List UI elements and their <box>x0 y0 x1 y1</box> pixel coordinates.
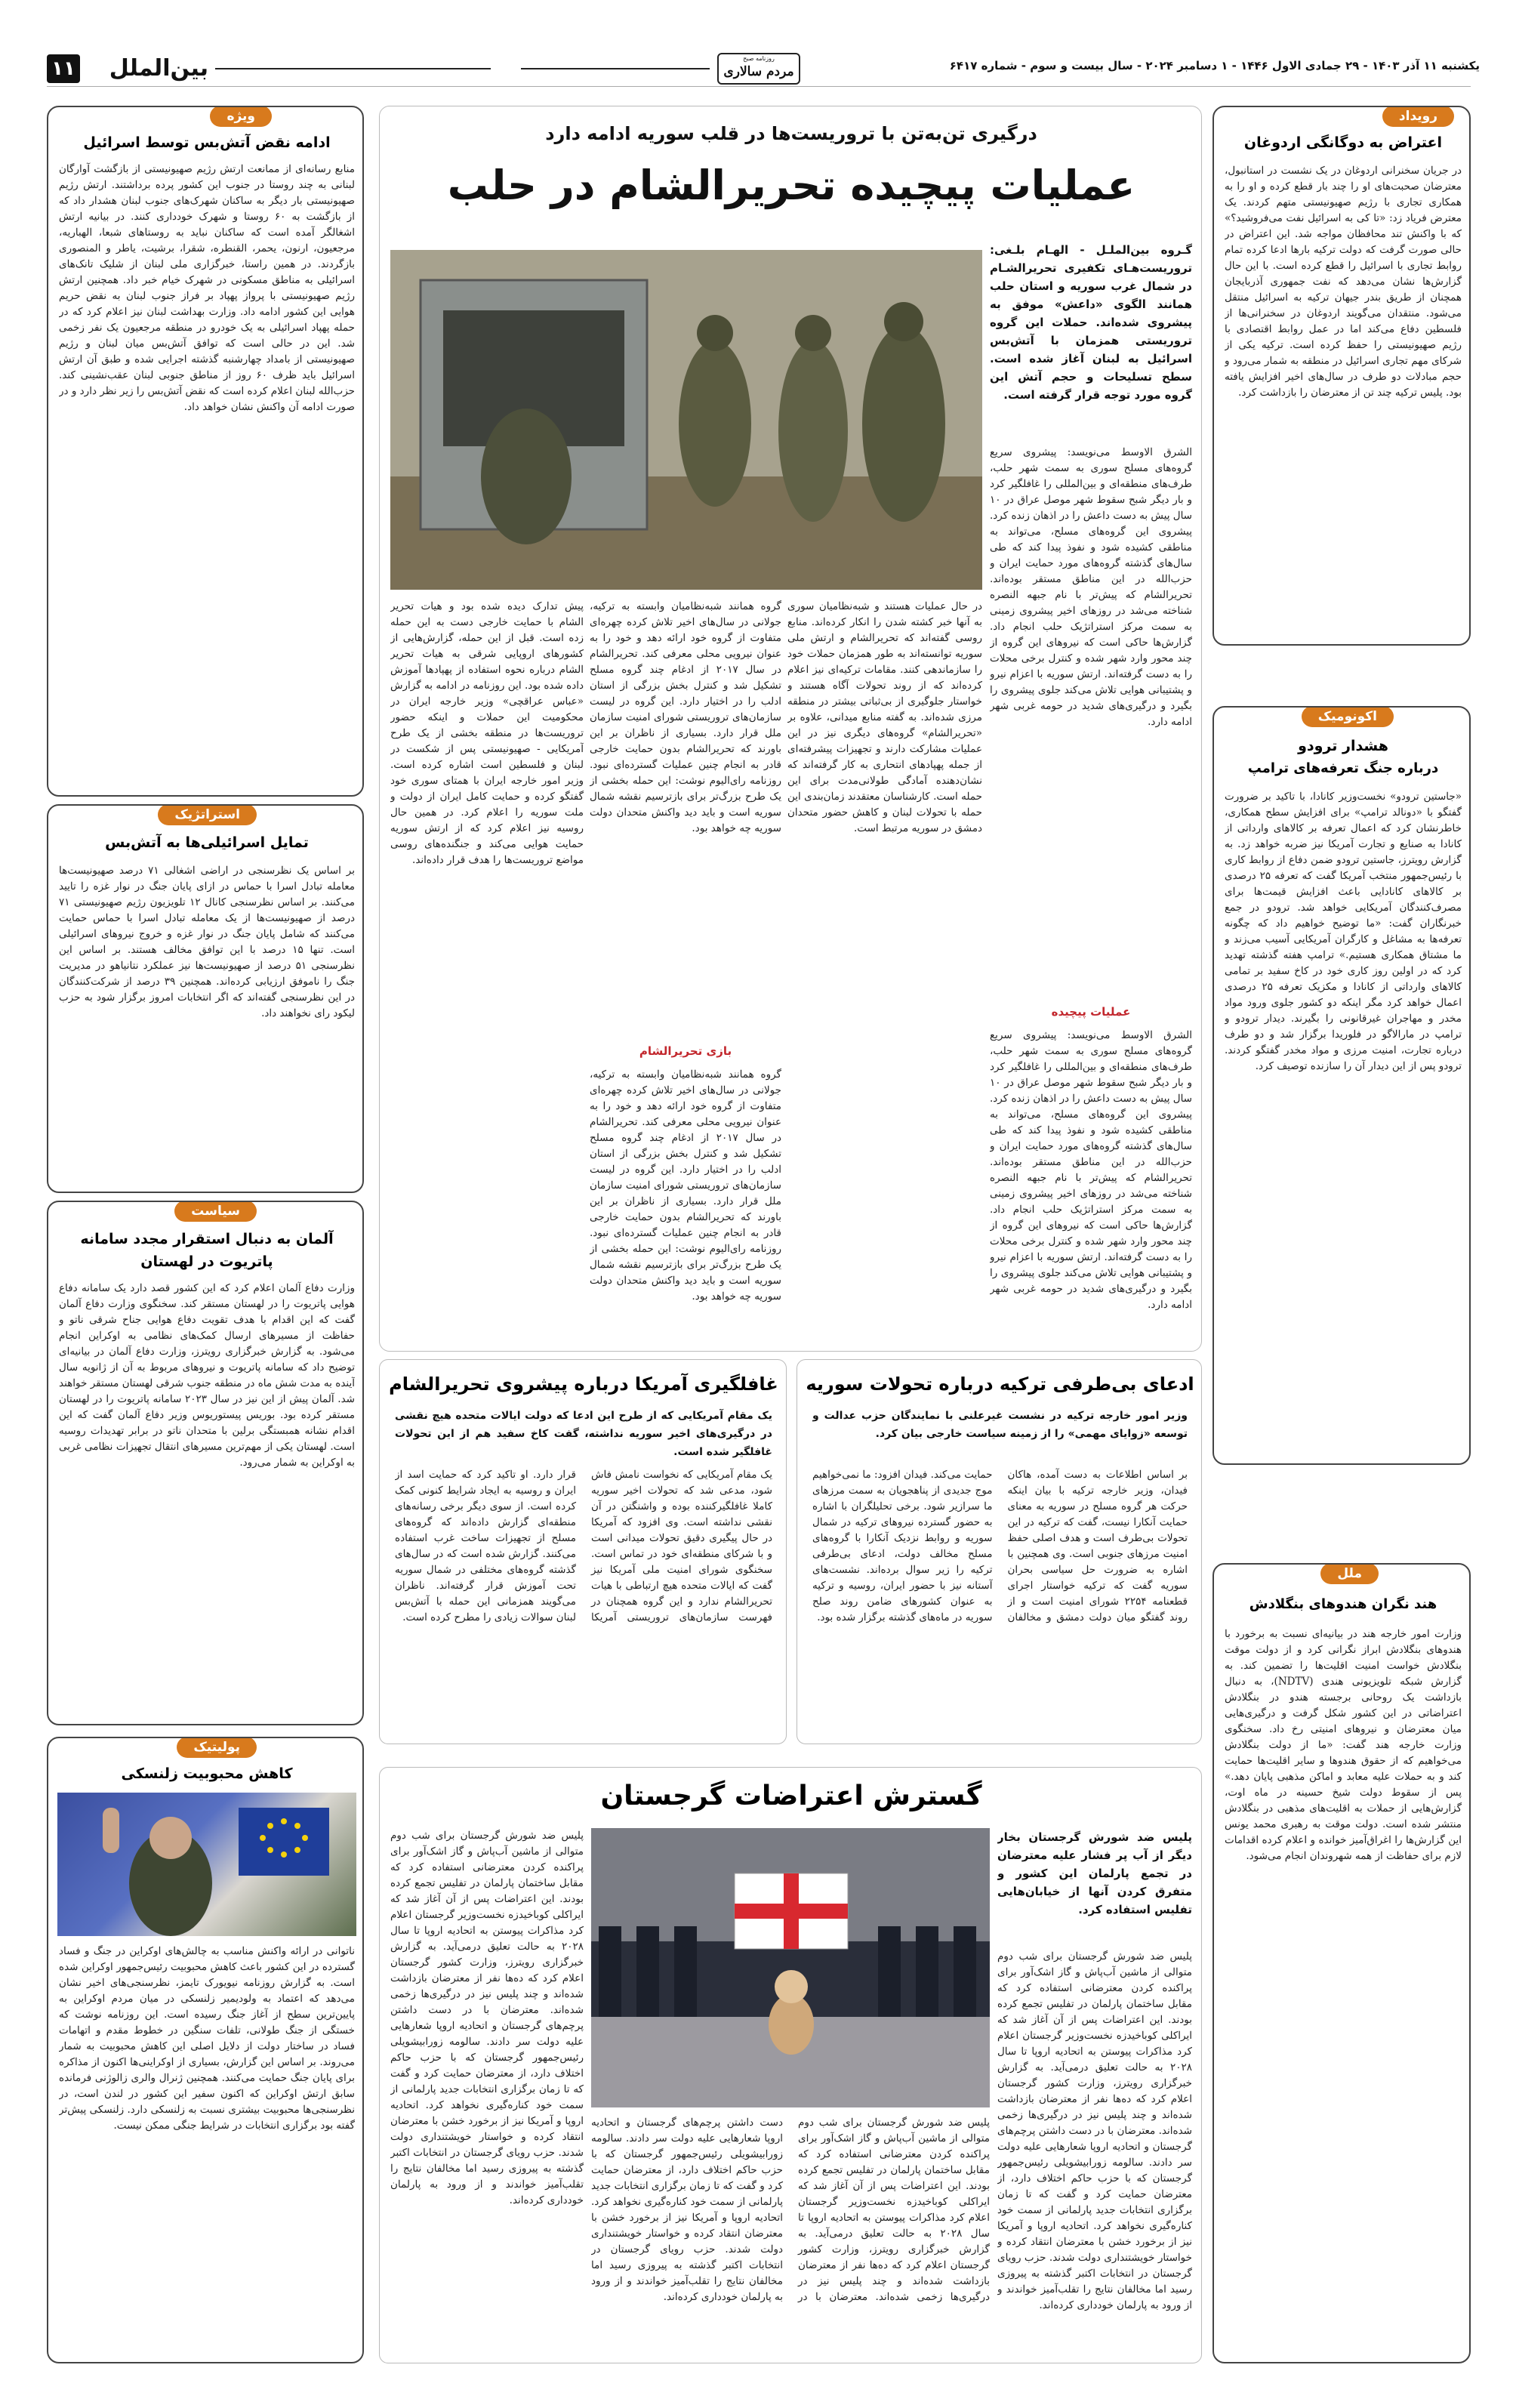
main-supertitle: درگیری تن‌به‌تن با تروریست‌ها در قلب سوریه ادامه دارد <box>545 123 1037 144</box>
zelensky-photo <box>57 1793 356 1936</box>
main-column-4: پیش تدارک دیده شده بود و هیات تحریر الشام با حمایت خارجی دست به این حمله زده است. قبل از این حمله، گزارش‌هایی از کشورهای اروپایی شرقی به هیات تحریر الشام درباره نحوه استفاده از پهپادها آموزش داده شده بود. این روزنامه در ادامه به گزارش «عباس عراقچی» وزیر خارجه ایران در محکومیت این حملات و اینکه حضور تروریست‌ها در منطقه بخشی از یک طرح آمریکایی - صهیونیستی پس از شکست در لبنان و فلسطین است اشاره کرده است. وزیر امور خارجه ایران با همتای سوری خود گفتگو کرده و حمایت کامل ایران از دولت و ملت سوریه را اعلام کرد. در همین حال روسیه نیز اعلام کرد که از ارتش سوریه حمایت هوایی می‌کند و جنگنده‌های روسی مواضع تروریست‌ها را هدف قرار داده‌اند. <box>390 600 584 866</box>
eu-flag-icon <box>57 1793 356 1936</box>
article-body-center: پلیس ضد شورش گرجستان برای شب دوم متوالی از ماشین آب‌پاش و گاز اشک‌آور برای پراکنده کردن معترضانی استفاده کرد که مقابل ساختمان پارلمان در تفلیس تجمع کرده بودند. این اعتراضات پس از آن آغاز شد که ایراکلی کوباخیدزه نخست‌وزیر گرجستان اعلام کرد مذاکرات پیوستن به اتحادیه اروپا تا سال ۲۰۲۸ به حالت تعلیق درمی‌آید. به گزارش خبرگزاری رویترز، وزارت کشور گرجستان اعلام کرد که ده‌ها نفر از معترضان بازداشت شده‌اند و چند پلیس نیز در درگیری‌ها زخمی شده‌اند. معترضان با در دست داشتن پرچم‌های گرجستان و اتحادیه اروپا شعارهایی علیه دولت سر دادند. سالومه زورابیشویلی رئیس‌جمهور گرجستان که با حزب حاکم اختلاف دارد، از معترضان حمایت کرد و گفت که تا زمان برگزاری انتخابات جدید پارلمانی از سمت خود کناره‌گیری نخواهد کرد. اتحادیه اروپا و آمریکا نیز از برخورد خشن با معترضان انتقاد کرده و خواستار خویشتنداری دولت شدند. حزب رویای گرجستان در انتخابات اکتبر گذشته به پیروزی رسید اما مخالفان نتایج را تقلب‌آمیز خواندند و از ورود به پارلمان خودداری کرده‌اند. <box>591 2117 990 2303</box>
box-body: وزارت دفاع آلمان اعلام کرد که این کشور قصد دارد یک سامانه دفاع هوایی پاتریوت را در لهستان مستقر کند. سخنگوی وزارت دفاع آلمان گفت که این اقدام با هدف تقویت دفاع هوایی جناح شرقی ناتو و حفاظت از مسیرهای ارسال کمک‌های نظامی به اوکراین انجام می‌شود. به گزارش خبرگزاری رویترز، وزارت دفاع آلمان در بیانیه‌ای توضیح داد که سامانه پاتریوت و نیروهای مربوط به آن از ژانویه سال آینده به مدت شش ماه در منطقه جنوب شرقی لهستان مستقر خواهند شد. آلمان پیش از این نیز در سال ۲۰۲۳ سامانه پاتریوت را در لهستان مستقر کرده بود. بوریس پیستوریوس وزیر دفاع آلمان گفت که این اقدام نشانه همبستگی برلین با متحدان ناتو در برابر تهدیدات روسیه است. لهستان یکی از مهم‌ترین مسیرهای انتقال تجهیزات نظامی غربی به اوکراین به شمار می‌رود. <box>59 1282 355 1469</box>
box-subtitle: درباره جنگ تعرفه‌های ترامپ <box>1247 760 1439 776</box>
article-body-right: پلیس ضد شورش گرجستان برای شب دوم متوالی از ماشین آب‌پاش و گاز اشک‌آور برای پراکنده کردن معترضانی استفاده کرد که مقابل ساختمان پارلمان در تفلیس تجمع کرده بودند. این اعتراضات پس از آن آغاز شد که ایراکلی کوباخیدزه نخست‌وزیر گرجستان اعلام کرد مذاکرات پیوستن به اتحادیه اروپا تا سال ۲۰۲۸ به حالت تعلیق درمی‌آید. به گزارش خبرگزاری رویترز، وزارت کشور گرجستان اعلام کرد که ده‌ها نفر از معترضان بازداشت شده‌اند و چند پلیس نیز در درگیری‌ها زخمی شده‌اند. معترضان با در دست داشتن پرچم‌های گرجستان و اتحادیه اروپا شعارهایی علیه دولت سر دادند. سالومه زورابیشویلی رئیس‌جمهور گرجستان که با حزب حاکم اختلاف دارد، از معترضان حمایت کرد و گفت که تا زمان برگزاری انتخابات جدید پارلمانی از سمت خود کناره‌گیری نخواهد کرد. اتحادیه اروپا و آمریکا نیز از برخورد خشن با معترضان انتقاد کرده و خواستار خویشتنداری دولت شدند. حزب رویای گرجستان در انتخابات اکتبر گذشته به پیروزی رسید اما مخالفان نتایج را تقلب‌آمیز خواندند و از ورود به پارلمان خودداری کرده‌اند. <box>997 1950 1192 2311</box>
georgia-protest-photo <box>591 1828 990 2107</box>
main-column-1: الشرق الاوسط می‌نویسد: پیشروی سریع گروه‌های مسلح سوری به سمت شهر حلب، طرف‌های منطقه‌ای و بین‌المللی را غافلگیر کرد و بار دیگر شبح سقوط شهر موصل عراق در ۱۰ سال پیش به دست داعش را در اذهان زنده کرد. پیشروی این گروه‌های مسلح، می‌تواند به مناطقی کشیده شود و نفوذ پیدا کند که طی سال‌های گذشته گروه‌های مورد حمایت ایران و حزب‌الله در این مناطق مستقر بوده‌اند. تحریرالشام که پیش‌تر با نام جبهه النصره شناخته می‌شد در روزهای اخیر پیشروی زمینی به سمت مرکز استراتژیک حلب انجام داد. گزارش‌ها حاکی است که نیروهای این گروه از چند محور وارد شهر شده و کنترل برخی محلات را به دست گرفته‌اند. ارتش سوریه با اعزام نیرو و پشتیبانی هوایی تلاش می‌کند جلوی پیشروی را بگیرد و درگیری‌های شدید در حومه غربی شهر ادامه دارد. <box>990 446 1192 728</box>
box-tag: ملل <box>1320 1563 1379 1584</box>
article-georgia <box>379 1767 1202 2363</box>
box-title: هشدار ترودو <box>1298 738 1388 754</box>
main-story <box>379 106 1202 1352</box>
article-lede: پلیس ضد شورش گرجستان بخار دیگر از آب پر فشار علیه معترضان در تجمع پارلمان این کشور و متفرق کردن آنها از خیابان‌هایی تفلیس استفاده کرد. <box>997 1830 1192 1916</box>
page-number: ۱۱ <box>51 57 75 80</box>
sidebar-box-patriot <box>47 1201 364 1725</box>
box-body: ناتوانی در ارائه واکنش مناسب به چالش‌های اوکراین در جنگ و فساد گسترده در این کشور باعث کاهش محبوبیت رئیس‌جمهور اوکراین شده است. به گزارش روزنامه نیویورک تایمز، نظرسنجی‌های اخیر نشان می‌دهد که اعتماد به ولودیمیر زلنسکی در میان مردم اوکراین به پایین‌ترین سطح از آغاز جنگ رسیده است. این روزنامه نوشت که خستگی از جنگ طولانی، تلفات سنگین در خطوط مقدم و اتهامات فساد در ساختار دولت از دلایل اصلی این کاهش محبوبیت به شمار می‌روند. بر اساس این گزارش، بسیاری از اوکراینی‌ها اکنون از مذاکره برای پایان جنگ حمایت می‌کنند. همچنین ژنرال والری زالوژنی فرمانده سابق ارتش اوکراین که اکنون سفیر این کشور در لندن است، در نظرسنجی‌ها محبوبیت بیشتری نسبت به زلنسکی دارد. زلنسکی پیش‌تر گفته بود برگزاری انتخابات در شرایط جنگی ممکن نیست. <box>59 1945 355 2132</box>
main-headline: عملیات پیچیده تحریرالشام در حلب <box>447 162 1135 209</box>
logo-text: مردم سالاری <box>723 64 794 79</box>
sidebar-box-zelensky <box>47 1737 364 2363</box>
article-body: یک مقام آمریکایی که نخواست نامش فاش شود، مدعی شد که تحولات اخیر سوریه کاملا غافلگیرکننده بوده و واشنگتن در آن نقشی نداشته است. وی افزود که آمریکا در حال پیگیری دقیق تحولات میدانی است و با شرکای منطقه‌ای خود در تماس است. سخنگوی شورای امنیت ملی آمریکا نیز گفت که ایالات متحده هیچ ارتباطی با هیات تحریرالشام ندارد و این گروه همچنان در فهرست سازمان‌های تروریستی آمریکا قرار دارد. او تاکید کرد که حمایت اسد از ایران و روسیه به ایجاد شرایط کنونی کمک کرده است. از سوی دیگر برخی رسانه‌های منطقه‌ای گزارش داده‌اند که گروه‌های مسلح از تجهیزات ساخت غرب استفاده می‌کنند. گزارش شده است که در سال‌های گذشته گروه‌های مختلفی در شمال سوریه تحت آموزش قرار گرفته‌اند. ناظران می‌گویند همزمانی این حمله با آتش‌بس لبنان سوالات زیادی را مطرح کرده است. <box>395 1469 772 1623</box>
article-title: غافلگیری آمریکا درباره پیشروی تحریرالشام <box>389 1374 778 1395</box>
box-tag: استراتژیک <box>158 804 257 825</box>
article-lede: وزیر امور خارجه ترکیه در نشست غیرعلنی با نمایندگان حزب عدالت و توسعه «زوایای مهمی» را از زمینه سیاست خارجی بیان کرد. <box>812 1410 1188 1440</box>
main-column-3b: گروه همانند شبه‌نظامیان وابسته به ترکیه، جولانی در سال‌های اخیر تلاش کرده چهره‌ای متفاوت از گروه خود ارائه دهد و خود را به عنوان نیرویی محلی معرفی کند. تحریرالشام در سال ۲۰۱۷ از ادغام چند گروه مسلح تشکیل شد و کنترل بخش بزرگی از استان ادلب را در اختیار دارد. این گروه در لیست سازمان‌های تروریستی شورای امنیت سازمان ملل قرار دارد. بسیاری از ناظران بر این باورند که تحریرالشام بدون حمایت خارجی قادر به انجام چنین عملیات گسترده‌ای نبود. روزنامه رای‌الیوم نوشت: این حمله بخشی از یک طرح بزرگ‌تر برای بازترسیم نقشه شمال سوریه است و باید دید واکنش متحدان دولت سوریه چه خواهد بود. <box>590 1068 781 1303</box>
soldiers-image <box>390 250 982 590</box>
header-underline <box>47 86 1471 87</box>
article-turkey <box>797 1359 1202 1744</box>
sidebar-box-india <box>1212 1563 1471 2363</box>
sidebar-box-ceasefire <box>47 106 364 797</box>
main-column-1b: الشرق الاوسط می‌نویسد: پیشروی سریع گروه‌های مسلح سوری به سمت شهر حلب، طرف‌های منطقه‌ای و بین‌المللی را غافلگیر کرد و بار دیگر شبح سقوط شهر موصل عراق در ۱۰ سال پیش به دست داعش را در اذهان زنده کرد. پیشروی این گروه‌های مسلح، می‌تواند به مناطقی کشیده شود و نفوذ پیدا کند که طی سال‌های گذشته گروه‌های مورد حمایت ایران و حزب‌الله در این مناطق مستقر بوده‌اند. تحریرالشام که پیش‌تر با نام جبهه النصره شناخته می‌شد در روزهای اخیر پیشروی زمینی به سمت مرکز استراتژیک حلب انجام داد. گزارش‌ها حاکی است که نیروهای این گروه از چند محور وارد شهر شده و کنترل برخی محلات را به دست گرفته‌اند. ارتش سوریه با اعزام نیرو و پشتیبانی هوایی تلاش می‌کند جلوی پیشروی را بگیرد و درگیری‌های شدید در حومه غربی شهر ادامه دارد. <box>990 1029 1192 1311</box>
article-lede: یک مقام آمریکایی که از طرح این ادعا که دولت ایالات متحده هیچ نقشی در درگیری‌های اخیر سوریه نداشته، گفت کاخ سفید هم از این تحولات غافلگیر شده است. <box>395 1410 772 1458</box>
main-photo-soldiers <box>390 250 982 590</box>
main-subhead-2: بازی تحریرالشام <box>639 1044 732 1058</box>
article-title: گسترش اعتراضات گرجستان <box>600 1781 982 1811</box>
page-number-badge <box>47 54 80 83</box>
box-title: اعتراض به دوگانگی اردوغان <box>1243 134 1443 151</box>
dateline: یکشنبه ۱۱ آذر ۱۴۰۳ - ۲۹ جمادی الاول ۱۴۴۶ - ۱ دسامبر ۲۰۲۴ - سال بیست و سوم - شماره ۶۴۱۷ <box>949 59 1480 72</box>
box-body: بر اساس یک نظرسنجی در اراضی اشغالی ۷۱ درصد صهیونیست‌ها معامله تبادل اسرا با حماس در ازای پایان جنگ در نوار غزه را تایید می‌کنند. بر اساس نظرسنجی کانال ۱۲ تلویزیون رژیم صهیونیستی ۷۱ درصد از صهیونیست‌ها از یک معامله تبادل اسرا با حماس حمایت می‌کنند که شامل پایان جنگ در نوار غزه و خروج نیروهای اسرائیلی است. تنها ۱۵ درصد با این توافق مخالف هستند. بر اساس این نظرسنجی ۵۱ درصد از صهیونیست‌ها نیز عملکرد نتانیاهو در مدیریت جنگ را ناموفق ارزیابی کرده‌اند. همچنین ۳۹ درصد از شرکت‌کنندگان در این نظرسنجی گفته‌اند که اگر انتخابات امروز برگزار شود به حزب لیکود رای نخواهند داد. <box>59 865 355 1019</box>
main-subhead-1: عملیات پیچیده <box>1051 1005 1131 1019</box>
box-title: هند نگران هندوهای بنگلادش <box>1249 1596 1437 1612</box>
masthead-rule-left <box>215 68 491 69</box>
main-lede: گـروه بین‌الملـل - الهـام بلـغی: تروریست‌هـای تکفیری تحریرالشـام در شمال غرب سوریه و استان حلب همانند الگوی «داعش» موفق به پیشروی شده‌اند. حملات این گروه تروریستی همزمان با آتش‌بس اسرائیل به لبنان آغاز شده است. سطح تسلیحات و حجم آتش این گروه مورد توجه قرار گرفته است. <box>990 243 1192 402</box>
logo-subtext: روزنامه صبح <box>743 55 775 62</box>
section-title: بین‌الملل <box>109 55 208 82</box>
newspaper-logo <box>717 53 800 85</box>
box-body: در جریان سخنرانی اردوغان در یک نشست در استانبول، معترضان صحبت‌های او را چند بار قطع کرده و او را به همکاری تجاری با رژیم صهیونیستی متهم کردند. یک معترض فریاد زد: «تا کی به اسرائیل نفت می‌فروشید؟» که با واکنش تند محافظان مواجه شد. این اعتراض در حالی صورت گرفت که دولت ترکیه بارها ادعا کرده تمام روابط تجاری با اسرائیل را قطع کرده است. با این حال گزارش‌ها نشان می‌دهد که نفت جمهوری آذربایجان همچنان از طریق بندر جیهان ترکیه به اسرائیل منتقل می‌شود. منتقدان می‌گویند اردوغان در سخنرانی‌ها از فلسطین دفاع می‌کند اما در عمل روابط اقتصادی با رژیم صهیونیستی را حفظ کرده است. ترکیه یکی از شرکای مهم تجاری اسرائیل در منطقه به شمار می‌رود و حجم مبادلات دو طرف در سال‌های اخیر افزایش یافته بود. پلیس ترکیه چند تن از معترضان را بازداشت کرد. <box>1225 165 1462 399</box>
box-tag: اکونومیک <box>1302 706 1394 727</box>
box-title: تمایل اسرائیلی‌ها به آتش‌بس <box>105 834 309 851</box>
box-body: وزارت امور خارجه هند در بیانیه‌ای نسبت به برخورد با هندوهای بنگلادش ابراز نگرانی کرد و از دولت موقت بنگلادش خواست امنیت اقلیت‌ها را تضمین کند. به گزارش شبکه تلویزیونی هندی (NDTV)، به دنبال بازداشت یک روحانی برجسته هندو در بنگلادش اعتراضاتی در این کشور شکل گرفت و درگیری‌هایی میان معترضان و نیروهای امنیتی رخ داد. سخنگوی وزارت خارجه هند گفت: «ما از دولت بنگلادش می‌خواهیم که از حقوق هندوها و سایر اقلیت‌ها حمایت کند و به حملات علیه معابد و اماکن مذهبی پایان دهد.» پس از سقوط دولت شیخ حسینه در ماه اوت، گزارش‌هایی از حملات به اقلیت‌های مذهبی در بنگلادش منتشر شده است. دولت موقت به رهبری محمد یونس این گزارش‌ها را اغراق‌آمیز خوانده و اعلام کرده اقدامات لازم برای حفاظت از همه شهروندان انجام می‌شود. <box>1225 1628 1462 1862</box>
masthead <box>0 0 1516 83</box>
box-title: ادامه نقض آتش‌بس توسط اسرائیل <box>83 134 331 151</box>
protest-image <box>591 1828 990 2107</box>
main-column-2: در حال عملیات هستند و شبه‌نظامیان سوری به آنها خبر کشته شدن را انکار کرده‌اند. منابع روسی گفته‌اند که تحریرالشام و ارتش ملی سوریه توانسته‌اند به طور همزمان حملات خود را سازماندهی کنند. مقامات ترکیه‌ای نیز اعلام کرده‌اند که از روند تحولات آگاه هستند و خواستار جلوگیری از بی‌ثباتی بیشتر در منطقه مرزی شده‌اند. به گفته منابع میدانی، علاوه بر «تحریرالشام» گروه‌های دیگری نیز در این عملیات مشارکت دارند و تجهیزات پیشرفته‌ای از جمله پهپادهای انتحاری به کار گرفته‌اند که نشان‌دهنده آمادگی طولانی‌مدت برای این حمله است. کارشناسان معتقدند زمان‌بندی این حمله با تحولات لبنان و کاهش حضور متحدان دمشق در سوریه مرتبط است. <box>787 600 982 834</box>
box-tag: سیاست <box>174 1201 257 1222</box>
box-title: کاهش محبوبیت زلنسکی <box>121 1765 293 1782</box>
box-title: آلمان به دنبال استقرار مجدد سامانه پاتریوت در لهستان <box>80 1231 334 1270</box>
article-us <box>379 1359 787 1744</box>
box-body: منابع رسانه‌ای از ممانعت ارتش رژیم صهیونیستی از بازگشت آوارگان لبنانی به چند روستا در جنوب این کشور پرده برداشتند. ارتش رژیم صهیونیستی بار دیگر به ساکنان شهرک‌های جنوب لبنان هشدار داد که از بازگشت به ۶۰ روستا و شهرک خودداری کنند. در بیانیه ارتش اشغالگر آمده است که ساکنان نباید به روستاهای شبعا، الهباریه، مرجعیون، ارنون، یحمر، القنطره، شقرا، برشیت، یاطر و المنصوری بازگردند. در همین راستا، خبرگزاری ملی لبنان از شلیک تانک‌های اسرائیلی به مناطق مسکونی در شهرک خیام خبر داد. همچنین ارتش رژیم صهیونیستی با پرواز پهپاد بر فراز جنوب لبنان به نقض حریم هوایی این کشور ادامه داد. وزارت بهداشت لبنان نیز اعلام کرد که در حمله پهپاد اسرائیلی به یک خودرو در منطقه مرجعیون یک نفر زخمی شد. این در حالی است که توافق آتش‌بس میان لبنان و رژیم صهیونیستی از بامداد چهارشنبه گذشته اجرایی شده و طبق آن ارتش اسرائیل باید ظرف ۶۰ روز از مناطق جنوبی لبنان عقب‌نشینی کند. حزب‌الله لبنان اعلام کرده است که نقض آتش‌بس را زیر نظر دارد و در صورت ادامه آن واکنش نشان خواهد داد. <box>59 163 355 413</box>
georgia-flag-icon <box>735 1873 848 1949</box>
article-title: ادعای بی‌طرفی ترکیه درباره تحولات سوریه <box>806 1374 1194 1395</box>
masthead-rule-mid <box>521 68 710 69</box>
sidebar-box-trudeau <box>1212 706 1471 1465</box>
sidebar-box-erdogan <box>1212 106 1471 646</box>
sidebar-box-israeli-poll <box>47 804 364 1193</box>
box-tag: ویژه <box>210 106 272 127</box>
box-body: «جاستین ترودو» نخست‌وزیر کانادا، با تاکید بر ضرورت گفتگو با «دونالد ترامپ» برای افزایش سطح همکاری، خاطرنشان کرد که اعمال تعرفه بر کالاهای وارداتی از کانادا به صنایع و تجارت آمریکا نیز ضربه خواهد زد. به گزارش رویترز، جاستین ترودو ضمن دفاع از روابط کاری با رئیس‌جمهور منتخب آمریکا گفت که تعرفه ۲۵ درصدی بر کالاهای کانادایی باعث افزایش قیمت‌ها برای مصرف‌کنندگان آمریکایی خواهد شد. ترودو در جمع خبرنگاران گفت: «ما توضیح خواهیم داد که چگونه تعرفه‌ها به مشاغل و کارگران آمریکایی آسیب می‌زند و ما مشتاق همکاری هستیم.» ترامپ هفته گذشته تهدید کرد که در اولین روز کاری خود در کاخ سفید بر تمامی کالاهای وارداتی از کانادا و مکزیک تعرفه ۲۵ درصدی اعمال خواهد کرد مگر اینکه دو کشور جلوی ورود مواد مخدر و مهاجران غیرقانونی را بگیرند. دیدار ترودو و ترامپ در مارالاگو در فلوریدا برگزار شد و دو طرف درباره تجارت، امنیت مرزی و مواد مخدر گفتگو کردند. ترودو پس از این دیدار آن را سازنده توصیف کرد. <box>1225 791 1462 1072</box>
box-tag: رویداد <box>1382 106 1454 127</box>
article-body-left: پلیس ضد شورش گرجستان برای شب دوم متوالی از ماشین آب‌پاش و گاز اشک‌آور برای پراکنده کردن معترضانی استفاده کرد که مقابل ساختمان پارلمان در تفلیس تجمع کرده بودند. این اعتراضات پس از آن آغاز شد که ایراکلی کوباخیدزه نخست‌وزیر گرجستان اعلام کرد مذاکرات پیوستن به اتحادیه اروپا تا سال ۲۰۲۸ به حالت تعلیق درمی‌آید. به گزارش خبرگزاری رویترز، وزارت کشور گرجستان اعلام کرد که ده‌ها نفر از معترضان بازداشت شده‌اند و چند پلیس نیز در درگیری‌ها زخمی شده‌اند. معترضان با در دست داشتن پرچم‌های گرجستان و اتحادیه اروپا شعارهایی علیه دولت سر دادند. سالومه زورابیشویلی رئیس‌جمهور گرجستان که با حزب حاکم اختلاف دارد، از معترضان حمایت کرد و گفت که تا زمان برگزاری انتخابات جدید پارلمانی از سمت خود کناره‌گیری نخواهد کرد. اتحادیه اروپا و آمریکا نیز از برخورد خشن با معترضان انتقاد کرده و خواستار خویشتنداری دولت شدند. حزب رویای گرجستان در انتخابات اکتبر گذشته به پیروزی رسید اما مخالفان نتایج را تقلب‌آمیز خواندند و از ورود به پارلمان خودداری کرده‌اند. <box>390 1830 584 2206</box>
box-tag: پولیتیک <box>177 1737 257 1758</box>
article-body: بر اساس اطلاعات به دست آمده، هاکان فیدان، وزیر خارجه ترکیه با بیان اینکه حرکت هر گروه مسلح در سوریه به معنای حمایت آنکارا نیست، گفت که ترکیه در این تحولات بی‌طرف است و هدف اصلی حفظ امنیت مرزهای جنوبی است. وی همچنین با اشاره به ضرورت حل سیاسی بحران سوریه گفت که ترکیه خواستار اجرای قطعنامه ۲۲۵۴ شورای امنیت است و از روند گفتگو میان دولت دمشق و مخالفان حمایت می‌کند. فیدان افزود: ما نمی‌خواهیم موج جدیدی از پناهجویان به سمت مرزهای ما سرازیر شود. برخی تحلیلگران با اشاره به حضور گسترده نیروهای ترکیه در شمال سوریه و روابط نزدیک آنکارا با گروه‌های مسلح مخالف دولت، ادعای بی‌طرفی ترکیه را زیر سوال برده‌اند. نشست‌های آستانه نیز با حضور ایران، روسیه و ترکیه به عنوان کشورهای ضامن روند صلح سوریه در ماه‌های گذشته برگزار شده بود. <box>812 1469 1188 1623</box>
main-column-3: گروه همانند شبه‌نظامیان وابسته به ترکیه، جولانی در سال‌های اخیر تلاش کرده چهره‌ای متفاوت از گروه خود ارائه دهد و خود را به عنوان نیرویی محلی معرفی کند. تحریرالشام در سال ۲۰۱۷ از ادغام چند گروه مسلح تشکیل شد و کنترل بخش بزرگی از استان ادلب را در اختیار دارد. این گروه در لیست سازمان‌های تروریستی شورای امنیت سازمان ملل قرار دارد. بسیاری از ناظران بر این باورند که تحریرالشام بدون حمایت خارجی قادر به انجام چنین عملیات گسترده‌ای نبود. روزنامه رای‌الیوم نوشت: این حمله بخشی از یک طرح بزرگ‌تر برای بازترسیم نقشه شمال سوریه است و باید دید واکنش متحدان دولت سوریه چه خواهد بود. <box>590 600 781 834</box>
